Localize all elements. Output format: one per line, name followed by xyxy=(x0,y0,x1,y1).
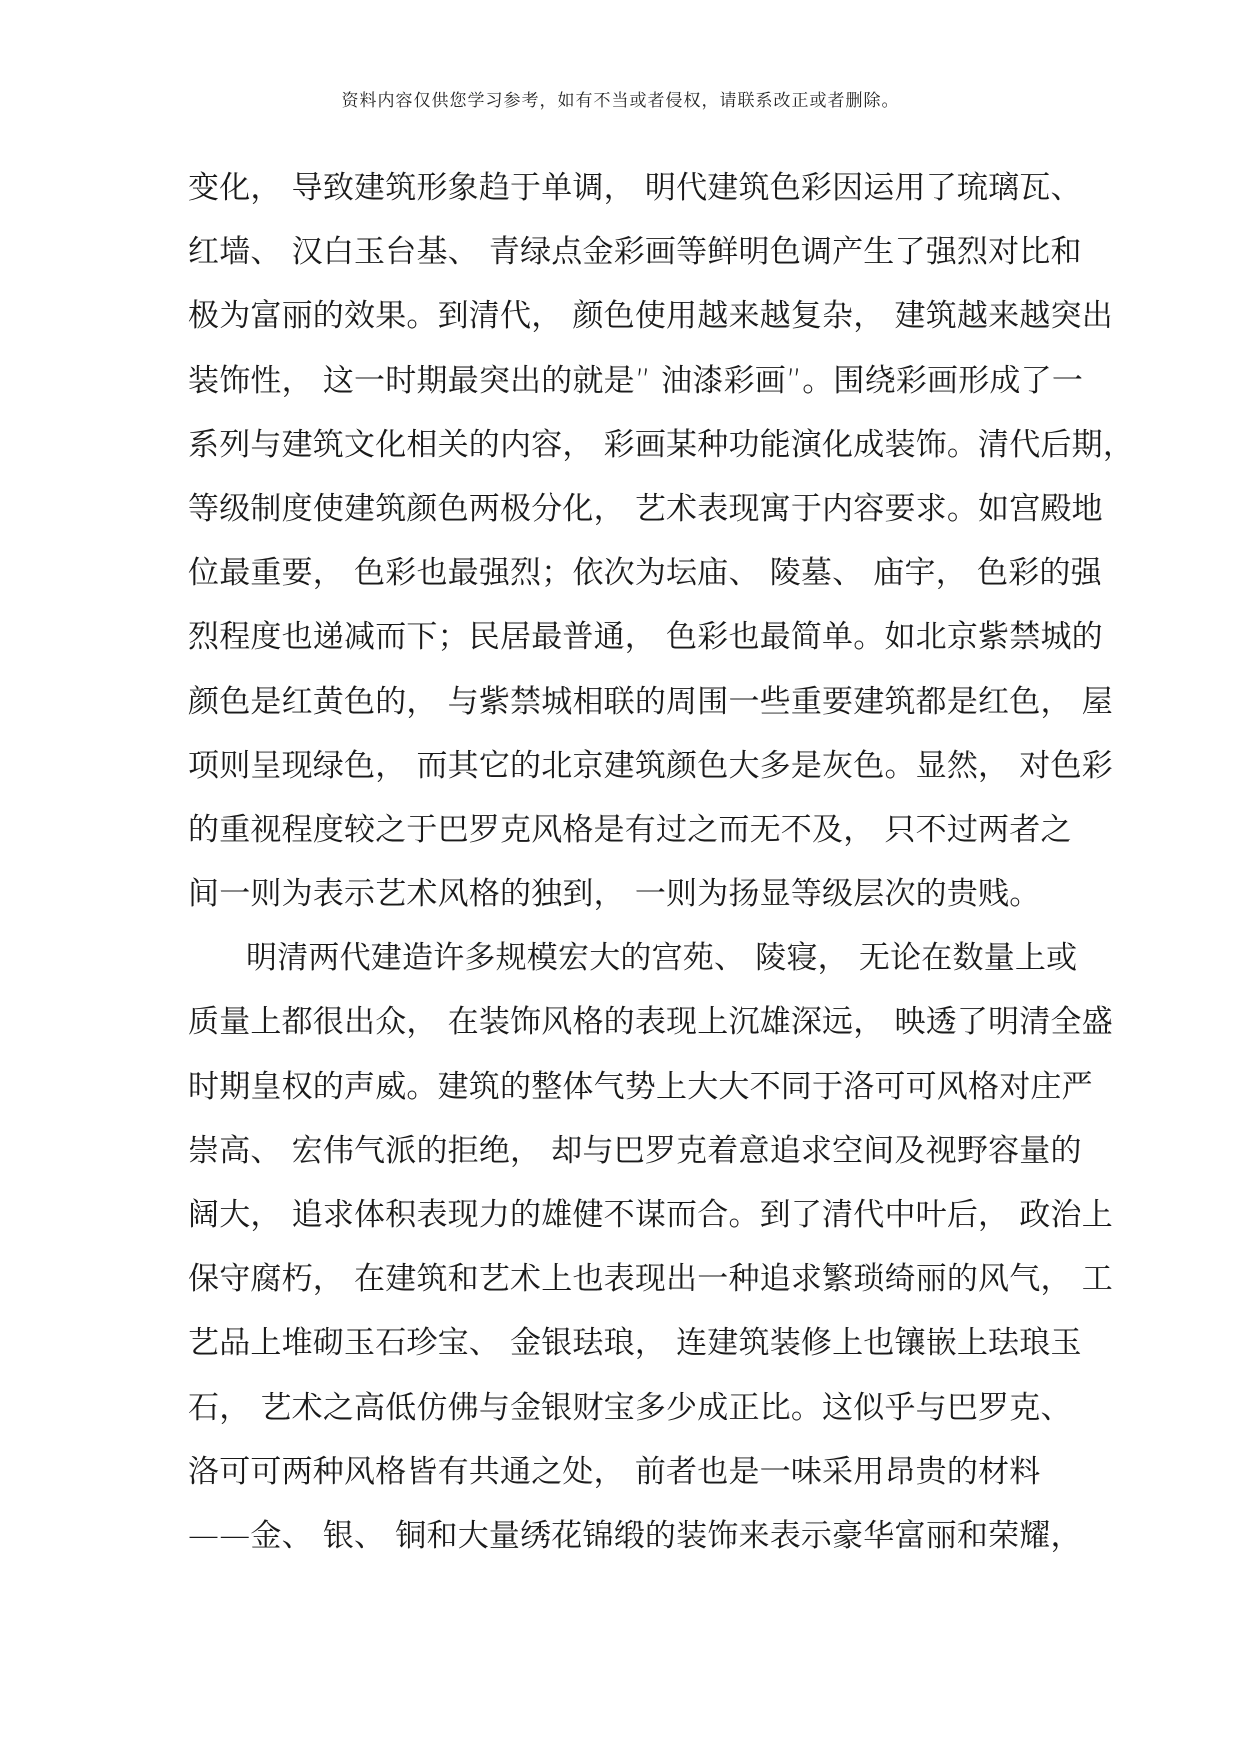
text-line: ——金、 银、 铜和大量绣花锦缎的装饰来表示豪华富丽和荣耀， xyxy=(188,1517,1082,1554)
text-line: 时期皇权的声威。建筑的整体气势上大大不同于洛可可风格对庄严 xyxy=(188,1068,1093,1105)
text-line: 极为富丽的效果。到清代， 颜色使用越来越复杂， 建筑越来越突出 xyxy=(188,298,1113,335)
text-line: 装饰性， 这一时期最突出的就是” 油漆彩画”。围绕彩画形成了一 xyxy=(188,362,1084,399)
text-line: 等级制度使建筑颜色两极分化， 艺术表现寓于内容要求。如宫殿地 xyxy=(188,490,1103,527)
paragraph-first-line: 明清两代建造许多规模宏大的宫苑、 陵寝， 无论在数量上或 xyxy=(246,940,1078,977)
text-line: 烈程度也递减而下；民居最普通， 色彩也最简单。如北京紫禁城的 xyxy=(188,619,1103,656)
text-line: 系列与建筑文化相关的内容， 彩画某种功能演化成装饰。清代后期， xyxy=(188,426,1135,463)
text-line: 质量上都很出众， 在装饰风格的表现上沉雄深远， 映透了明清全盛 xyxy=(188,1004,1113,1041)
text-line: 间一则为表示艺术风格的独到， 一则为扬显等级层次的贵贱。 xyxy=(188,876,1041,913)
page-header-notice: 资料内容仅供您学习参考，如有不当或者侵权，请联系改正或者删除。 xyxy=(341,91,900,111)
text-line: 变化， 导致建筑形象趋于单调， 明代建筑色彩因运用了琉璃瓦、 xyxy=(188,170,1082,206)
text-line: 艺品上堆砌玉石珍宝、 金银珐琅， 连建筑装修上也镶嵌上珐琅玉 xyxy=(188,1325,1082,1362)
text-line: 红墙、 汉白玉台基、 青绿点金彩画等鲜明色调产生了强烈对比和 xyxy=(188,234,1082,271)
text-line: 阔大， 追求体积表现力的雄健不谋而合。到了清代中叶后， 政治上 xyxy=(188,1197,1113,1233)
text-line: 颜色是红黄色的， 与紫禁城相联的周围一些重要建筑都是红色， 屋 xyxy=(188,683,1113,720)
text-line: 位最重要， 色彩也最强烈；依次为坛庙、 陵墓、 庙宇， 色彩的强 xyxy=(188,555,1102,592)
text-line: 石， 艺术之高低仿佛与金银财宝多少成正比。这似乎与巴罗克、 xyxy=(188,1389,1072,1426)
document-body xyxy=(188,156,1135,1568)
text-line: 项则呈现绿色， 而其它的北京建筑颜色大多是灰色。显然， 对色彩 xyxy=(188,747,1113,784)
text-line: 的重视程度较之于巴罗克风格是有过之而无不及， 只不过两者之 xyxy=(188,811,1072,848)
text-line: 崇高、 宏伟气派的拒绝， 却与巴罗克着意追求空间及视野容量的 xyxy=(188,1132,1082,1169)
text-line: 保守腐朽， 在建筑和艺术上也表现出一种追求繁琐绮丽的风气， 工 xyxy=(188,1261,1113,1298)
text-line: 洛可可两种风格皆有共通之处， 前者也是一味采用昂贵的材料 xyxy=(188,1453,1041,1490)
